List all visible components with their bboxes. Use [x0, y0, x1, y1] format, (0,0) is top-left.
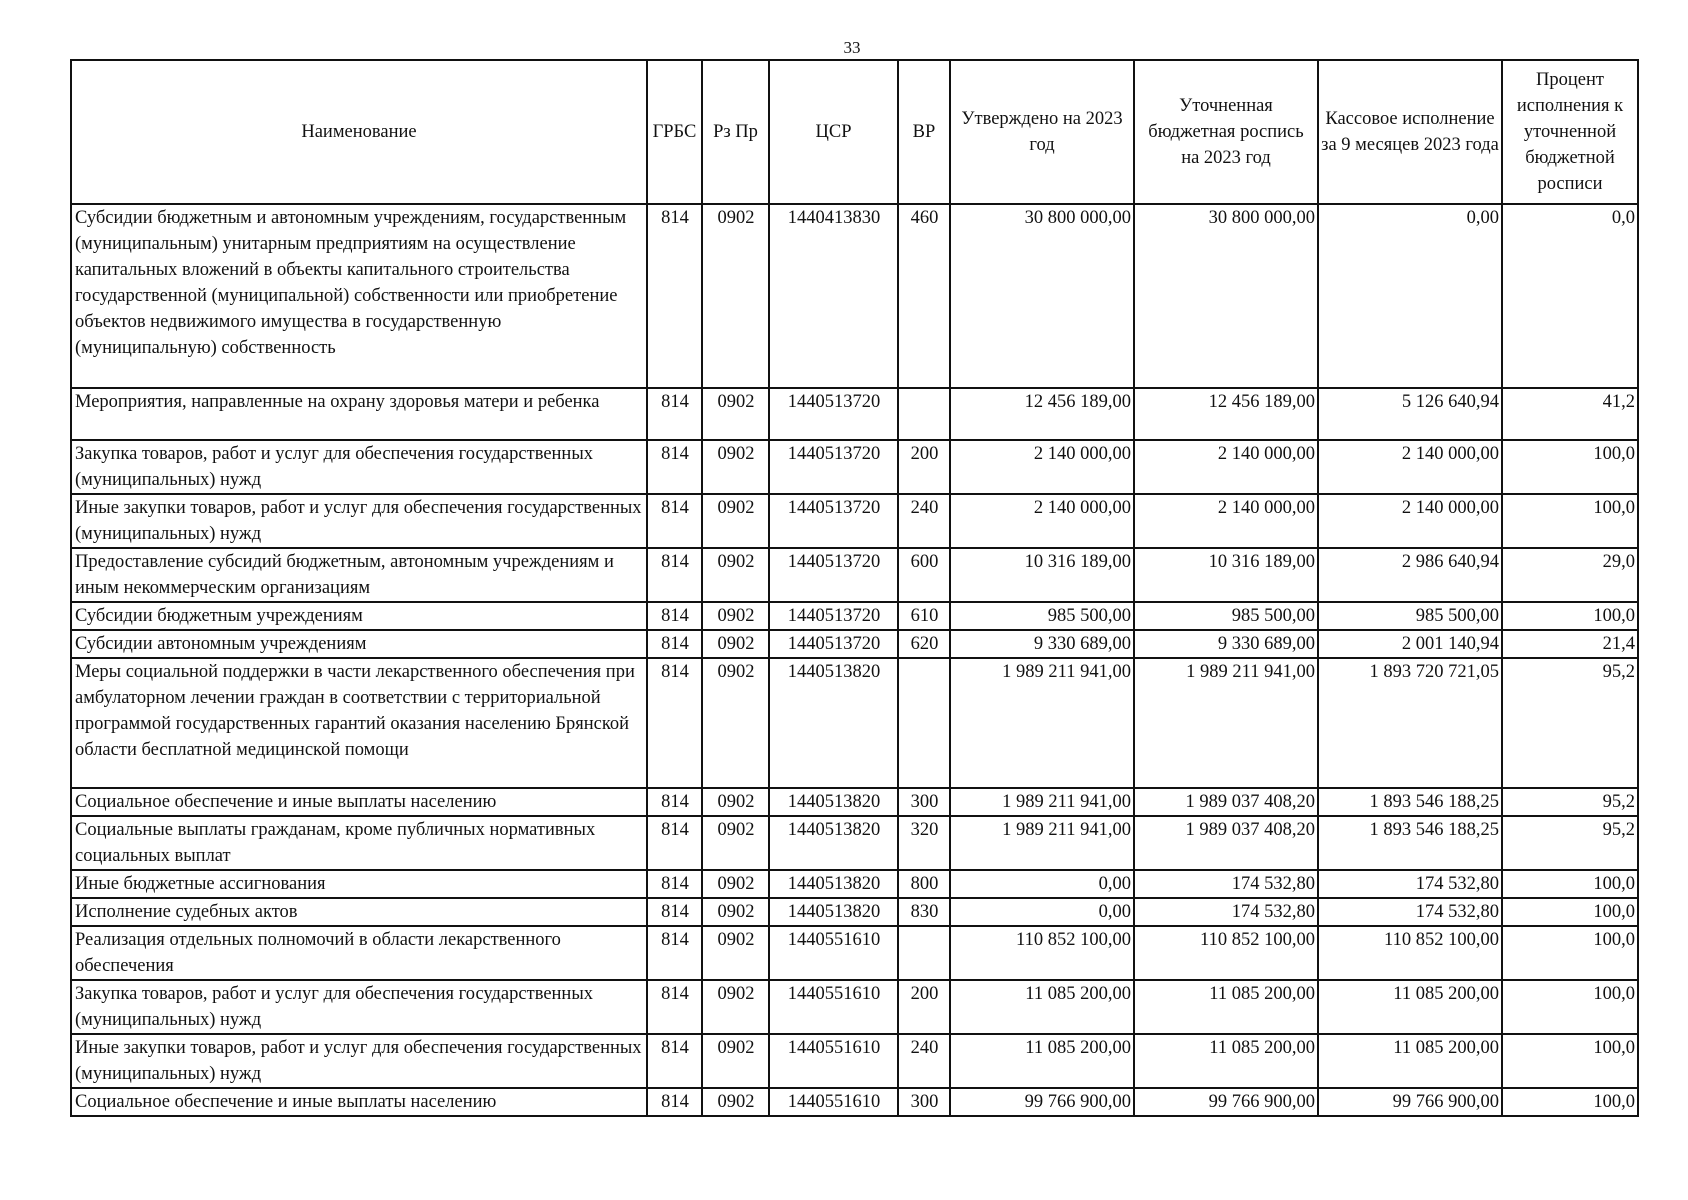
- row-vr: 300: [898, 1088, 950, 1116]
- table-row: [71, 494, 1638, 548]
- row-csr: 1440551610: [769, 1034, 898, 1088]
- row-csr: 1440513820: [769, 788, 898, 816]
- row-csr: 1440513720: [769, 548, 898, 602]
- row-rzpr: 0902: [702, 788, 769, 816]
- row-cash: 174 532,80: [1318, 898, 1502, 926]
- row-vr: 830: [898, 898, 950, 926]
- row-approved: 9 330 689,00: [950, 630, 1134, 658]
- row-grbs: 814: [647, 898, 702, 926]
- row-rzpr: 0902: [702, 816, 769, 870]
- row-cash: 11 085 200,00: [1318, 1034, 1502, 1088]
- row-csr: 1440513820: [769, 870, 898, 898]
- row-percent: 0,0: [1502, 204, 1638, 388]
- row-rzpr: 0902: [702, 440, 769, 494]
- header-rzpr: Рз Пр: [702, 60, 769, 204]
- row-cash: 174 532,80: [1318, 870, 1502, 898]
- row-rzpr: 0902: [702, 926, 769, 980]
- row-vr: [898, 926, 950, 980]
- row-cash: 11 085 200,00: [1318, 980, 1502, 1034]
- row-name: Предоставление субсидий бюджетным, автономным учреждениям и иным некоммерческим организациям: [71, 548, 647, 602]
- row-grbs: 814: [647, 980, 702, 1034]
- row-grbs: 814: [647, 388, 702, 440]
- row-csr: 1440513720: [769, 440, 898, 494]
- row-percent: 100,0: [1502, 980, 1638, 1034]
- table-row: [71, 440, 1638, 494]
- row-percent: 95,2: [1502, 788, 1638, 816]
- row-name: Иные закупки товаров, работ и услуг для обеспечения государственных (муниципальных) нужд: [71, 1034, 647, 1088]
- row-grbs: 814: [647, 816, 702, 870]
- row-rzpr: 0902: [702, 602, 769, 630]
- header-percent: Процент исполнения к уточненной бюджетной росписи: [1502, 60, 1638, 204]
- row-name: Закупка товаров, работ и услуг для обеспечения государственных (муниципальных) нужд: [71, 440, 647, 494]
- table-row: [71, 898, 1638, 926]
- row-grbs: 814: [647, 494, 702, 548]
- row-rzpr: 0902: [702, 630, 769, 658]
- row-name: Субсидии автономным учреждениям: [71, 630, 647, 658]
- row-approved: 1 989 211 941,00: [950, 788, 1134, 816]
- row-approved: 11 085 200,00: [950, 1034, 1134, 1088]
- row-name: Субсидии бюджетным учреждениям: [71, 602, 647, 630]
- row-approved: 12 456 189,00: [950, 388, 1134, 440]
- row-csr: 1440513720: [769, 630, 898, 658]
- row-csr: 1440413830: [769, 204, 898, 388]
- row-percent: 100,0: [1502, 1088, 1638, 1116]
- table-header: [71, 60, 1638, 204]
- table-row: [71, 980, 1638, 1034]
- row-refined: 2 140 000,00: [1134, 494, 1318, 548]
- page-number: 33: [843, 38, 861, 57]
- row-approved: 110 852 100,00: [950, 926, 1134, 980]
- row-refined: 110 852 100,00: [1134, 926, 1318, 980]
- row-grbs: 814: [647, 602, 702, 630]
- header-cash: Кассовое исполнение за 9 месяцев 2023 года: [1318, 60, 1502, 204]
- row-approved: 2 140 000,00: [950, 440, 1134, 494]
- row-percent: 100,0: [1502, 926, 1638, 980]
- row-approved: 30 800 000,00: [950, 204, 1134, 388]
- row-cash: 2 001 140,94: [1318, 630, 1502, 658]
- row-name: Меры социальной поддержки в части лекарственного обеспечения при амбулаторном лечении граждан в соответствии с территориальной программой государственных гарантий оказания населению Брянской области бесплатной медицинской помощи: [71, 658, 647, 788]
- row-rzpr: 0902: [702, 898, 769, 926]
- row-csr: 1440551610: [769, 980, 898, 1034]
- row-name: Социальное обеспечение и иные выплаты населению: [71, 1088, 647, 1116]
- table-row: [71, 658, 1638, 788]
- row-percent: 95,2: [1502, 816, 1638, 870]
- row-approved: 985 500,00: [950, 602, 1134, 630]
- header-approved: Утверждено на 2023 год: [950, 60, 1134, 204]
- row-rzpr: 0902: [702, 1088, 769, 1116]
- row-rzpr: 0902: [702, 1034, 769, 1088]
- row-cash: 110 852 100,00: [1318, 926, 1502, 980]
- row-percent: 100,0: [1502, 870, 1638, 898]
- row-cash: 2 986 640,94: [1318, 548, 1502, 602]
- row-csr: 1440513720: [769, 388, 898, 440]
- row-percent: 41,2: [1502, 388, 1638, 440]
- row-approved: 0,00: [950, 898, 1134, 926]
- row-approved: 0,00: [950, 870, 1134, 898]
- row-rzpr: 0902: [702, 980, 769, 1034]
- row-cash: 985 500,00: [1318, 602, 1502, 630]
- row-grbs: 814: [647, 658, 702, 788]
- row-vr: 200: [898, 980, 950, 1034]
- row-cash: 0,00: [1318, 204, 1502, 388]
- header-refined: Уточненная бюджетная роспись на 2023 год: [1134, 60, 1318, 204]
- row-grbs: 814: [647, 788, 702, 816]
- row-percent: 100,0: [1502, 602, 1638, 630]
- row-vr: 320: [898, 816, 950, 870]
- row-refined: 11 085 200,00: [1134, 1034, 1318, 1088]
- row-rzpr: 0902: [702, 548, 769, 602]
- table-row: [71, 816, 1638, 870]
- row-refined: 1 989 037 408,20: [1134, 788, 1318, 816]
- row-vr: [898, 658, 950, 788]
- table-row: [71, 204, 1638, 388]
- row-vr: 610: [898, 602, 950, 630]
- row-grbs: 814: [647, 870, 702, 898]
- row-cash: 5 126 640,94: [1318, 388, 1502, 440]
- row-csr: 1440513820: [769, 816, 898, 870]
- row-approved: 1 989 211 941,00: [950, 816, 1134, 870]
- table-row: [71, 548, 1638, 602]
- row-percent: 95,2: [1502, 658, 1638, 788]
- row-percent: 100,0: [1502, 440, 1638, 494]
- row-percent: 100,0: [1502, 1034, 1638, 1088]
- row-name: Исполнение судебных актов: [71, 898, 647, 926]
- row-vr: 460: [898, 204, 950, 388]
- header-csr: ЦСР: [769, 60, 898, 204]
- row-vr: 240: [898, 1034, 950, 1088]
- row-vr: 200: [898, 440, 950, 494]
- row-vr: [898, 388, 950, 440]
- row-refined: 11 085 200,00: [1134, 980, 1318, 1034]
- row-rzpr: 0902: [702, 204, 769, 388]
- row-rzpr: 0902: [702, 494, 769, 548]
- table-row: [71, 1088, 1638, 1116]
- row-refined: 9 330 689,00: [1134, 630, 1318, 658]
- row-cash: 1 893 720 721,05: [1318, 658, 1502, 788]
- row-csr: 1440513720: [769, 494, 898, 548]
- row-cash: 1 893 546 188,25: [1318, 816, 1502, 870]
- table-row: [71, 388, 1638, 440]
- row-grbs: 814: [647, 204, 702, 388]
- table-body: [71, 204, 1638, 1116]
- row-grbs: 814: [647, 1088, 702, 1116]
- row-refined: 174 532,80: [1134, 870, 1318, 898]
- row-csr: 1440551610: [769, 1088, 898, 1116]
- table-row: [71, 788, 1638, 816]
- row-approved: 10 316 189,00: [950, 548, 1134, 602]
- row-cash: 99 766 900,00: [1318, 1088, 1502, 1116]
- row-rzpr: 0902: [702, 388, 769, 440]
- row-grbs: 814: [647, 926, 702, 980]
- row-cash: 1 893 546 188,25: [1318, 788, 1502, 816]
- row-vr: 600: [898, 548, 950, 602]
- row-approved: 99 766 900,00: [950, 1088, 1134, 1116]
- row-refined: 985 500,00: [1134, 602, 1318, 630]
- row-approved: 1 989 211 941,00: [950, 658, 1134, 788]
- row-name: Реализация отдельных полномочий в области лекарственного обеспечения: [71, 926, 647, 980]
- row-refined: 99 766 900,00: [1134, 1088, 1318, 1116]
- row-vr: 300: [898, 788, 950, 816]
- row-name: Мероприятия, направленные на охрану здоровья матери и ребенка: [71, 388, 647, 440]
- row-refined: 2 140 000,00: [1134, 440, 1318, 494]
- row-cash: 2 140 000,00: [1318, 494, 1502, 548]
- row-percent: 21,4: [1502, 630, 1638, 658]
- header-name: Наименование: [71, 60, 647, 204]
- row-name: Закупка товаров, работ и услуг для обеспечения государственных (муниципальных) нужд: [71, 980, 647, 1034]
- table-row: [71, 1034, 1638, 1088]
- table-row: [71, 870, 1638, 898]
- row-refined: 10 316 189,00: [1134, 548, 1318, 602]
- row-cash: 2 140 000,00: [1318, 440, 1502, 494]
- row-vr: 620: [898, 630, 950, 658]
- row-percent: 29,0: [1502, 548, 1638, 602]
- row-rzpr: 0902: [702, 870, 769, 898]
- row-grbs: 814: [647, 548, 702, 602]
- row-refined: 1 989 037 408,20: [1134, 816, 1318, 870]
- row-approved: 11 085 200,00: [950, 980, 1134, 1034]
- header-grbs: ГРБС: [647, 60, 702, 204]
- row-refined: 30 800 000,00: [1134, 204, 1318, 388]
- row-name: Иные закупки товаров, работ и услуг для обеспечения государственных (муниципальных) нужд: [71, 494, 647, 548]
- row-percent: 100,0: [1502, 494, 1638, 548]
- row-refined: 1 989 211 941,00: [1134, 658, 1318, 788]
- row-name: Социальные выплаты гражданам, кроме публичных нормативных социальных выплат: [71, 816, 647, 870]
- row-csr: 1440513720: [769, 602, 898, 630]
- row-csr: 1440513820: [769, 658, 898, 788]
- table-row: [71, 602, 1638, 630]
- row-grbs: 814: [647, 440, 702, 494]
- row-approved: 2 140 000,00: [950, 494, 1134, 548]
- row-csr: 1440513820: [769, 898, 898, 926]
- row-vr: 240: [898, 494, 950, 548]
- row-name: Субсидии бюджетным и автономным учреждениям, государственным (муниципальным) унитарным предприятиям на осуществление капитальных вложений в объекты капитального строительства государственной (муниципальной) собственности или приобретение объектов недвижимого имущества в государственную (муниципальную) собственность: [71, 204, 647, 388]
- row-grbs: 814: [647, 1034, 702, 1088]
- row-refined: 12 456 189,00: [1134, 388, 1318, 440]
- row-name: Социальное обеспечение и иные выплаты населению: [71, 788, 647, 816]
- row-rzpr: 0902: [702, 658, 769, 788]
- table-row: [71, 926, 1638, 980]
- budget-table: [70, 59, 1639, 1117]
- row-percent: 100,0: [1502, 898, 1638, 926]
- row-name: Иные бюджетные ассигнования: [71, 870, 647, 898]
- row-refined: 174 532,80: [1134, 898, 1318, 926]
- row-vr: 800: [898, 870, 950, 898]
- table-row: [71, 630, 1638, 658]
- row-csr: 1440551610: [769, 926, 898, 980]
- header-vr: ВР: [898, 60, 950, 204]
- row-grbs: 814: [647, 630, 702, 658]
